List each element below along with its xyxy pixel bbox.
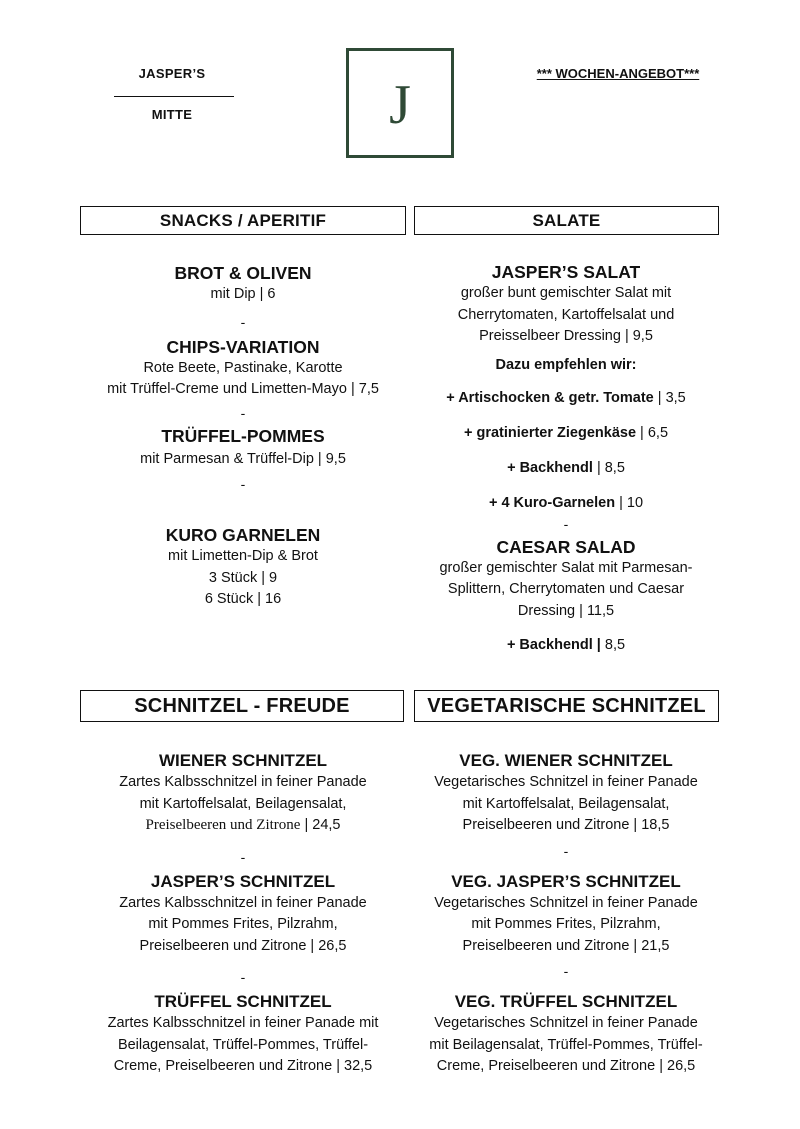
dish-desc: Rote Beete, Pastinake, Karotte: [143, 359, 343, 376]
section-header-snacks: SNACKS / APERITIF: [80, 206, 406, 235]
dish-desc: Preiselbeeren und Zitrone | 26,5: [139, 937, 347, 954]
separator: -: [240, 313, 246, 330]
dish-name: JASPER’S SCHNITZEL: [150, 871, 336, 891]
dish-desc: mit Trüffel-Creme und Limetten-Mayo | 7,5: [107, 381, 379, 397]
section-header-schnitzel: SCHNITZEL - FREUDE: [80, 690, 404, 722]
dish-desc-serif: Preiselbeeren und Zitrone: [145, 817, 301, 833]
dish-desc: Zartes Kalbsschnitzel in feiner Panade: [119, 894, 367, 911]
dish-desc: großer bunt gemischter Salat mit: [460, 285, 672, 301]
addon-name: + Backhendl |: [506, 637, 601, 653]
dish-desc: Cherrytomaten, Kartoffelsalat und: [457, 306, 675, 323]
brand-divider: [114, 96, 234, 97]
dish-name: JASPER’S SALAT: [491, 262, 641, 282]
dish-desc: 6 Stück | 16: [204, 591, 282, 607]
dish-desc: Dressing | 11,5: [517, 602, 615, 619]
dish-name: KURO GARNELEN: [165, 525, 321, 545]
dish-desc: Vegetarisches Schnitzel in feiner Panade: [434, 774, 698, 790]
addon-item: [412, 457, 720, 479]
dish-name: TRÜFFEL-POMMES: [161, 425, 325, 446]
addon-item: [412, 634, 720, 656]
section-header-salate: SALATE: [414, 206, 719, 235]
separator: -: [563, 963, 569, 979]
addon-price: | 3,5: [653, 389, 686, 406]
dish-name: CAESAR SALAD: [496, 536, 636, 557]
dish-desc: mit Dip | 6: [210, 286, 276, 302]
dish-name: CHIPS-VARIATION: [166, 336, 320, 357]
dish-desc: Creme, Preiselbeeren und Zitrone | 32,5: [113, 1058, 373, 1074]
dish-name: WIENER SCHNITZEL: [158, 751, 328, 770]
addon-name: + Artischocken & getr. Tomate: [446, 389, 654, 406]
dish-name: VEG. WIENER SCHNITZEL: [459, 751, 673, 770]
addon-price: 8,5: [600, 637, 626, 653]
separator: -: [240, 404, 246, 421]
addon-item: [412, 387, 720, 409]
dish-desc: großer gemischter Salat mit Parmesan-: [439, 559, 693, 576]
dish-desc: Preiselbeeren und Zitrone | 18,5: [462, 817, 670, 833]
dish-desc: mit Kartoffelsalat, Beilagensalat,: [462, 795, 670, 812]
dish-name: BROT & OLIVEN: [174, 263, 312, 283]
schnitzel-column: [80, 750, 406, 1078]
weekly-offer-heading: *** WOCHEN-ANGEBOT***: [536, 66, 700, 81]
logo-letter: J: [389, 74, 411, 136]
dish-desc: mit Pommes Frites, Pilzrahm,: [148, 916, 338, 932]
addon-name: + Backhendl: [507, 459, 593, 476]
dish-desc: mit Kartoffelsalat, Beilagensalat,: [139, 795, 347, 812]
separator: -: [240, 969, 246, 985]
dish-desc: mit Beilagensalat, Trüffel-Pommes, Trüffel-: [429, 1036, 703, 1053]
veg-column: [412, 750, 720, 1078]
addon-item: [412, 492, 720, 514]
separator: -: [240, 848, 246, 865]
dish-name: VEG. JASPER’S SCHNITZEL: [451, 871, 681, 891]
dish-desc: [80, 815, 406, 837]
dish-desc: Zartes Kalbsschnitzel in feiner Panade mit: [107, 1015, 379, 1031]
dish-desc: Splittern, Cherrytomaten und Caesar: [447, 581, 685, 597]
dish-desc: Vegetarisches Schnitzel in feiner Panade: [434, 894, 698, 911]
salate-column: [412, 261, 720, 656]
dish-desc: mit Pommes Frites, Pilzrahm,: [471, 916, 661, 932]
addon-price: | 10: [615, 494, 644, 511]
dish-desc: Preiselbeeren und Zitrone | 21,5: [462, 937, 670, 954]
addon-name: + gratinierter Ziegenkäse: [463, 424, 637, 441]
dish-desc: Zartes Kalbsschnitzel in feiner Panade: [119, 774, 367, 790]
recommend-label: Dazu empfehlen wir:: [495, 356, 637, 373]
dish-desc: mit Limetten-Dip & Brot: [168, 548, 318, 564]
logo: [346, 48, 454, 158]
dish-desc: Creme, Preiselbeeren und Zitrone | 26,5: [436, 1058, 696, 1074]
dish-desc: Preisselbeer Dressing | 9,5: [479, 328, 653, 344]
addon-price: | 6,5: [636, 424, 669, 441]
addon-name: + 4 Kuro-Garnelen: [488, 494, 616, 511]
snacks-column: [80, 262, 406, 611]
dish-desc: Beilagensalat, Trüffel-Pommes, Trüffel-: [117, 1036, 369, 1053]
separator: -: [240, 476, 246, 492]
brand-name: JASPER’S: [138, 66, 206, 81]
dish-desc: 3 Stück | 9: [208, 569, 278, 586]
brand-location: MITTE: [151, 107, 193, 122]
dish-name: VEG. TRÜFFEL SCHNITZEL: [454, 992, 678, 1011]
dish-price: | 24,5: [300, 817, 341, 833]
separator: -: [563, 842, 569, 859]
addon-item: [412, 422, 720, 444]
addon-price: | 8,5: [592, 459, 625, 476]
dish-desc: mit Parmesan & Trüffel-Dip | 9,5: [140, 450, 346, 467]
dish-desc: Vegetarisches Schnitzel in feiner Panade: [434, 1015, 698, 1031]
dish-name: TRÜFFEL SCHNITZEL: [154, 992, 332, 1011]
section-header-veg: VEGETARISCHE SCHNITZEL: [414, 690, 719, 722]
separator: -: [563, 515, 569, 532]
